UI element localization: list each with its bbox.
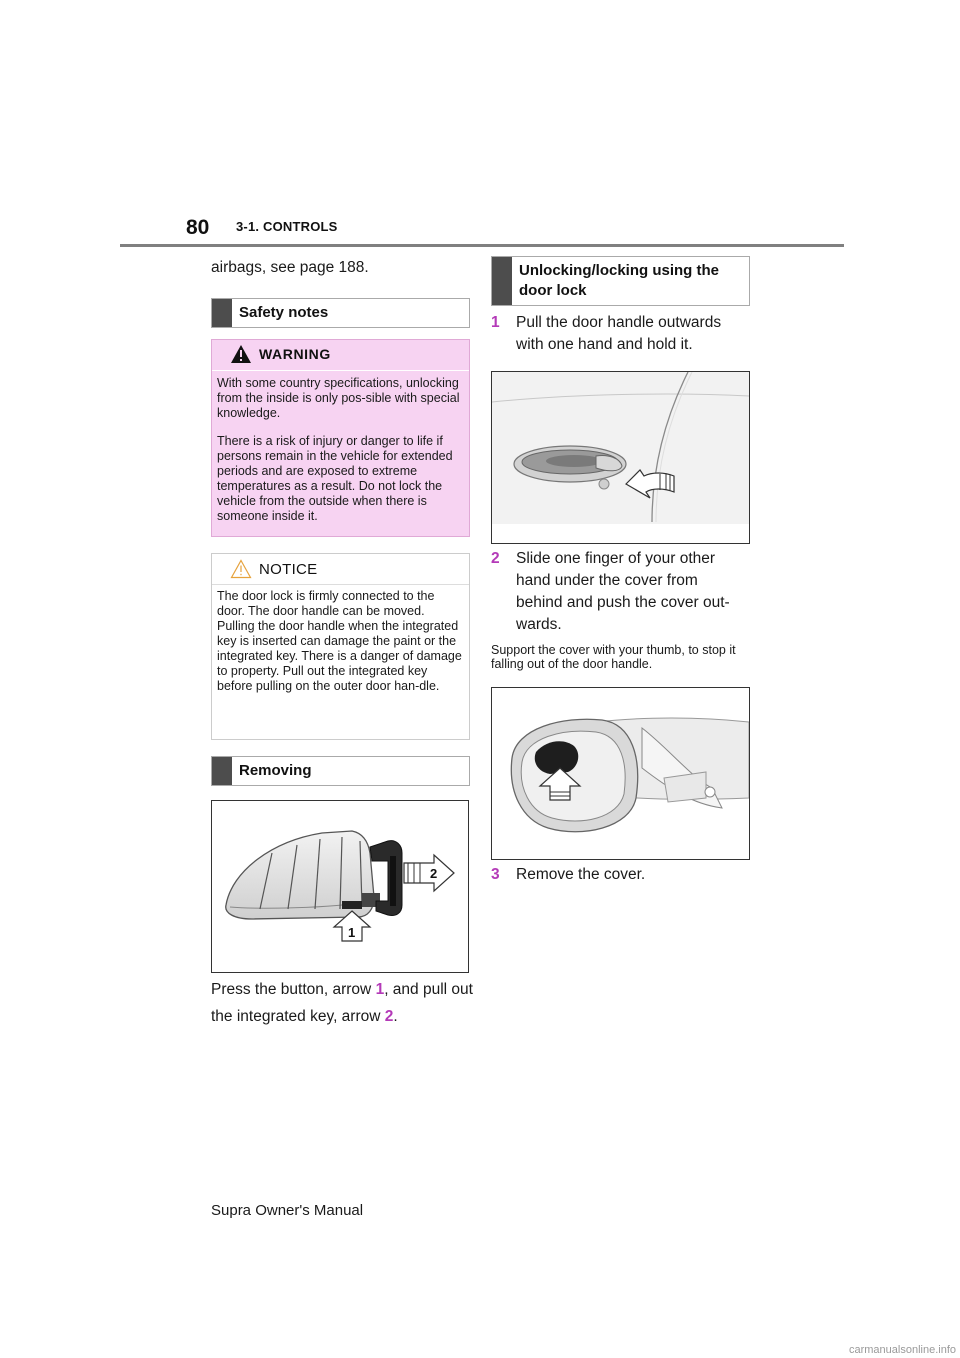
- unlocking-heading: [491, 256, 750, 306]
- caution-triangle-icon: [230, 559, 252, 579]
- warning-paragraph: There is a risk of injury or danger to life if persons remain in the vehicle for extended periods and are exposed to extreme temperatures as a result. Do not lock the vehicle from the outside when there is someone inside it.: [217, 434, 453, 523]
- arrow-1-label: 1: [348, 925, 356, 940]
- footer-title: Supra Owner's Manual: [211, 1202, 364, 1219]
- warning-header: [212, 340, 469, 371]
- warning-label: WARNING: [259, 346, 331, 362]
- heading-bar: [212, 757, 232, 785]
- arrow-number: 1: [375, 981, 385, 998]
- caption-text: Press the button, arrow: [211, 981, 376, 998]
- notice-header: [212, 554, 469, 585]
- step-number: 2: [491, 550, 500, 567]
- key-fob-illustration: [212, 801, 468, 972]
- step-text: Pull the door handle outwards with one hand and hold it.: [516, 314, 722, 353]
- step-text: Slide one finger of your other hand under the cover from behind and push the cover out-wards.: [516, 550, 730, 633]
- removing-caption: [211, 976, 473, 1030]
- warning-box: [211, 339, 470, 537]
- safety-notes-heading: [211, 298, 470, 328]
- support-note: Support the cover with your thumb, to stop it falling out of the door handle.: [491, 643, 736, 671]
- caption-text: , and pull out the integrated key, arrow: [211, 981, 473, 1025]
- key-removal-figure: [211, 800, 469, 973]
- heading-text: Unlocking/locking using the door lock: [519, 262, 720, 299]
- arrow-2-label: 2: [430, 866, 438, 881]
- step-text: Remove the cover.: [516, 866, 646, 883]
- section-title: 3-1. CONTROLS: [236, 219, 338, 234]
- intro-text: airbags, see page 188.: [211, 259, 369, 276]
- heading-bar: [492, 257, 512, 305]
- door-handle-figure: [491, 371, 750, 544]
- heading-text: Safety notes: [239, 304, 329, 321]
- handle-cover-illustration: [492, 688, 749, 859]
- header-rule: [120, 244, 844, 247]
- cover-removal-figure: [491, 687, 750, 860]
- step-2: [491, 548, 515, 570]
- watermark: carmanualsonline.info: [848, 1344, 956, 1356]
- step-number: 1: [491, 314, 500, 331]
- removing-heading: [211, 756, 470, 786]
- page-number: 80: [186, 216, 210, 239]
- door-handle-illustration: [492, 372, 749, 543]
- step-3: [491, 864, 515, 886]
- arrow-number: 2: [384, 1008, 394, 1025]
- warning-paragraph: With some country specifications, unlocking from the inside is only pos-sible with special knowledge.: [217, 376, 460, 420]
- notice-label: NOTICE: [259, 561, 318, 578]
- step-number: 3: [491, 866, 500, 883]
- heading-text: Removing: [239, 762, 312, 779]
- heading-bar: [212, 299, 232, 327]
- caption-text: .: [393, 1008, 398, 1025]
- notice-box: [211, 553, 470, 740]
- notice-paragraph: The door lock is firmly connected to the door. The door handle can be moved. Pulling the door handle when the integrated key is inserted can damage the paint or the integrated key. There is a danger of damage to property. Pull out the integrated key before pulling on the outer door han-dle.: [217, 589, 462, 693]
- warning-icon: [230, 344, 252, 364]
